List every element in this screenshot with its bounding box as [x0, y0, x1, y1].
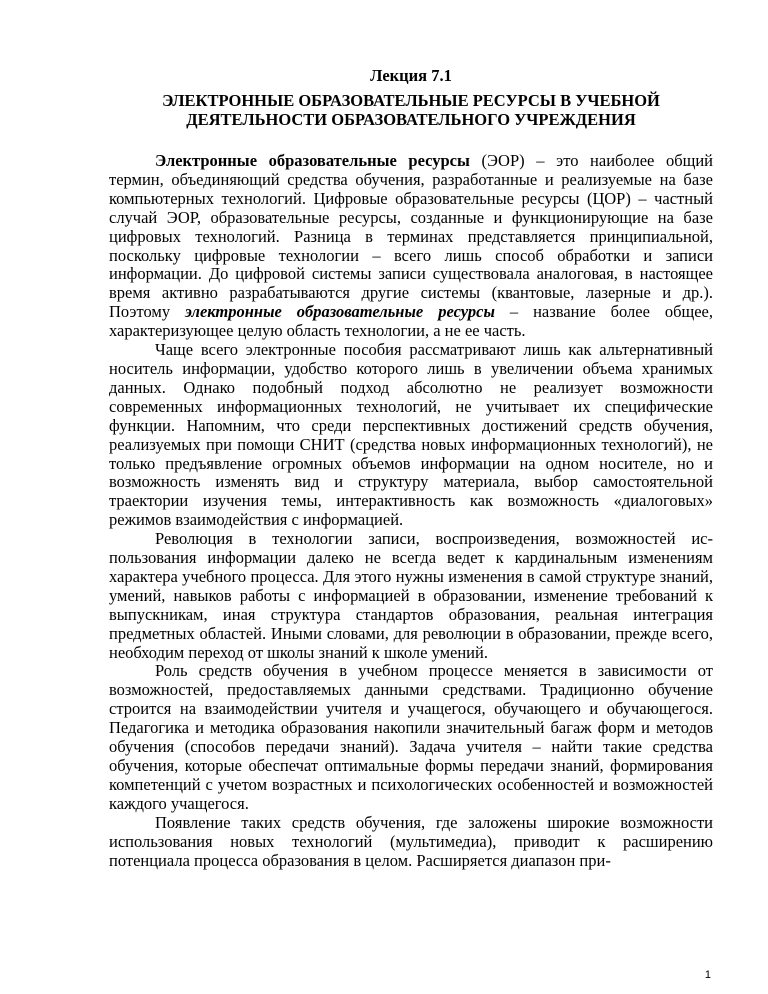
paragraph-1-text-b: – название более общее, характеризующее целую область технологии, а не ее часть.	[109, 302, 713, 341]
lecture-title-line-2: ДЕЯТЕЛЬНОСТИ ОБРАЗОВАТЕЛЬНОГО УЧРЕЖДЕНИЯ	[186, 110, 636, 129]
paragraph-1-term: Электронные образовательные ресурсы	[155, 151, 470, 170]
paragraph-5: Появление таких средств обучения, где заложены широкие возможности использования новых технологий (мультимедиа), приводит к расширению потенциала процесса образования в целом. Расширяется диапазон при-	[109, 812, 713, 870]
paragraph-1-text-a: (ЭОР) – это наиболее общий термин, объединяющий средства обучения, разработанные и реализуемые на базе компьютерных технологий. Цифровые образовательные ресурсы (ЦОР) – частный случай ЭОР, образовательные ресурсы, созданные и функционирующие на базе цифровых технологий. Разница в терминах представляется принципиальной, поскольку цифровые технологии – всего лишь способ обработки и записи информации. До цифровой системы записи существовала аналоговая, в настоящее время активно разрабатываются другие системы (квантовые, лазерные и др.). Поэтому	[109, 151, 713, 322]
paragraph-3: Революция в технологии записи, воспроизведения, возможностей использования информации далеко не всегда ведет к кардинальным изменениям характера учебного процесса. Для этого нужны изменения в самой структуре знаний, умений, навыков работы с информацией в образовании, изменение требований к выпускникам, иная структура стандартов образования, реальная интеграция предметных областей. Иными словами, для революции в образовании, прежде всего, необходим переход от школы знаний к школе умений.	[109, 529, 713, 662]
lecture-number: Лекция 7.1	[370, 66, 452, 85]
paragraph-2: Чаще всего электронные пособия рассматривают лишь как альтернативный носитель информации, удобство которого лишь в увеличении объема хранимых данных. Однако подобный подход абсолютно не реализует возможности современных информационных технологий, не учитывает их специфические функции. Напомним, что среди перспективных достижений средств обучения, реализуемых при помощи СНИТ (средства новых информационных технологий), не только предъявление огромных объемов информации на одном носителе, но и возможность изменять вид и структуру материала, выбор самостоятельной траектории изучения темы, интерактивность как возможность «диалоговых» режимов взаимодействия с информацией.	[109, 340, 713, 530]
document-body	[109, 66, 713, 870]
lecture-title	[109, 91, 713, 129]
page-number: 1	[704, 969, 711, 981]
lecture-title-line-1: ЭЛЕКТРОННЫЕ ОБРАЗОВАТЕЛЬНЫЕ РЕСУРСЫ В УЧЕБНОЙ	[162, 91, 660, 110]
paragraph-1	[109, 152, 713, 341]
paragraph-1-emphasis: электронные образовательные ресурсы	[185, 302, 495, 322]
paragraph-4: Роль средств обучения в учебном процессе меняется в зависимости от возможностей, предоставляемых данными средствами. Традиционно обучение строится на взаимодействии учителя и учащегося, обучающего и обучающегося. Педагогика и методика образования накопили значительный багаж форм и методов обучения (способов передачи знаний). Задача учителя – найти такие средства обучения, которые обеспечат оптимальные формы передачи знаний, формирования компетенций с учетом возрастных и психологических особенностей и возможностей каждого учащегося.	[109, 661, 713, 813]
